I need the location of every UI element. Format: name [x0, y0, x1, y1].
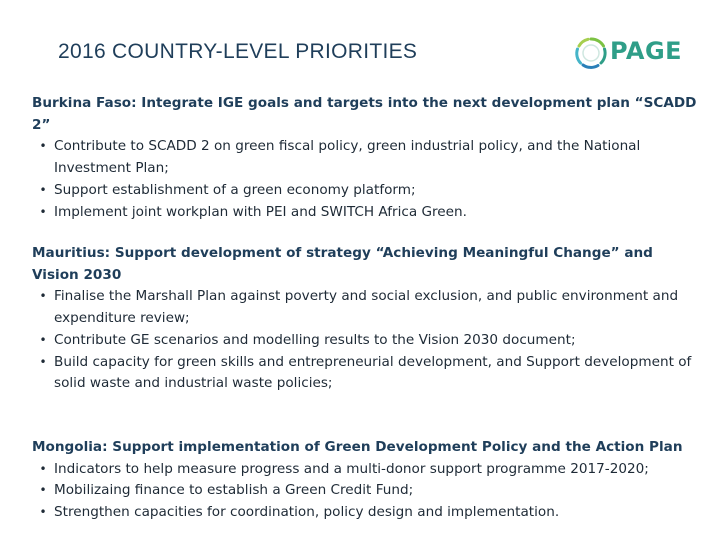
list-item-text: Build capacity for green skills and entrepreneurial development, and Support development of solid waste and industrial waste policies; — [54, 353, 692, 392]
bullet-icon: • — [39, 505, 47, 520]
bullet-icon: • — [39, 483, 47, 498]
bullet-icon: • — [39, 204, 47, 219]
section-heading: Mongolia: Support implementation of Green Development Policy and the Action Plan — [32, 439, 683, 455]
list-item-text: Indicators to help measure progress and a multi-donor support programme 2017-2020; — [54, 460, 649, 477]
list-item-text: Contribute GE scenarios and modelling results to the Vision 2030 document; — [54, 331, 576, 348]
list-item — [32, 480, 702, 502]
bullet-list — [32, 286, 702, 395]
section-mauritius — [32, 243, 702, 395]
list-item — [32, 286, 702, 329]
bullet-icon: • — [39, 461, 47, 476]
list-item-text: Finalise the Marshall Plan against poverty and social exclusion, and public environment and expenditure review; — [54, 288, 679, 327]
list-item-text: Mobilizaing finance to establish a Green Credit Fund; — [54, 482, 414, 499]
list-item — [32, 180, 702, 202]
section-heading: Mauritius: Support development of strategy “Achieving Meaningful Change” and Vision 2030 — [32, 245, 653, 283]
logo-text: PAGE — [610, 37, 683, 65]
list-item — [32, 502, 702, 524]
list-item — [32, 136, 702, 179]
page-ring-logo-icon — [574, 36, 608, 70]
bullet-list — [32, 136, 702, 223]
section-mongolia — [32, 437, 702, 524]
page-logo — [574, 34, 684, 74]
bullet-icon: • — [39, 182, 47, 197]
page-title: 2016 COUNTRY-LEVEL PRIORITIES — [58, 40, 418, 63]
list-item-text: Contribute to SCADD 2 on green fiscal policy, green industrial policy, and the National Investment Plan; — [54, 138, 641, 177]
list-item — [32, 352, 702, 395]
bullet-icon: • — [39, 332, 47, 347]
list-item-text: Support establishment of a green economy platform; — [54, 181, 416, 198]
bullet-icon: • — [39, 354, 47, 369]
list-item — [32, 330, 702, 352]
section-heading: Burkina Faso: Integrate IGE goals and targets into the next development plan “SCADD 2” — [32, 95, 697, 133]
bullet-list — [32, 459, 702, 524]
list-item-text: Strengthen capacities for coordination, policy design and implementation. — [54, 504, 560, 521]
list-item-text: Implement joint workplan with PEI and SWITCH Africa Green. — [54, 203, 467, 220]
section-burkina-faso — [32, 93, 702, 223]
list-item — [32, 459, 702, 481]
list-item — [32, 202, 702, 224]
bullet-icon: • — [39, 139, 47, 154]
bullet-icon: • — [39, 289, 47, 304]
